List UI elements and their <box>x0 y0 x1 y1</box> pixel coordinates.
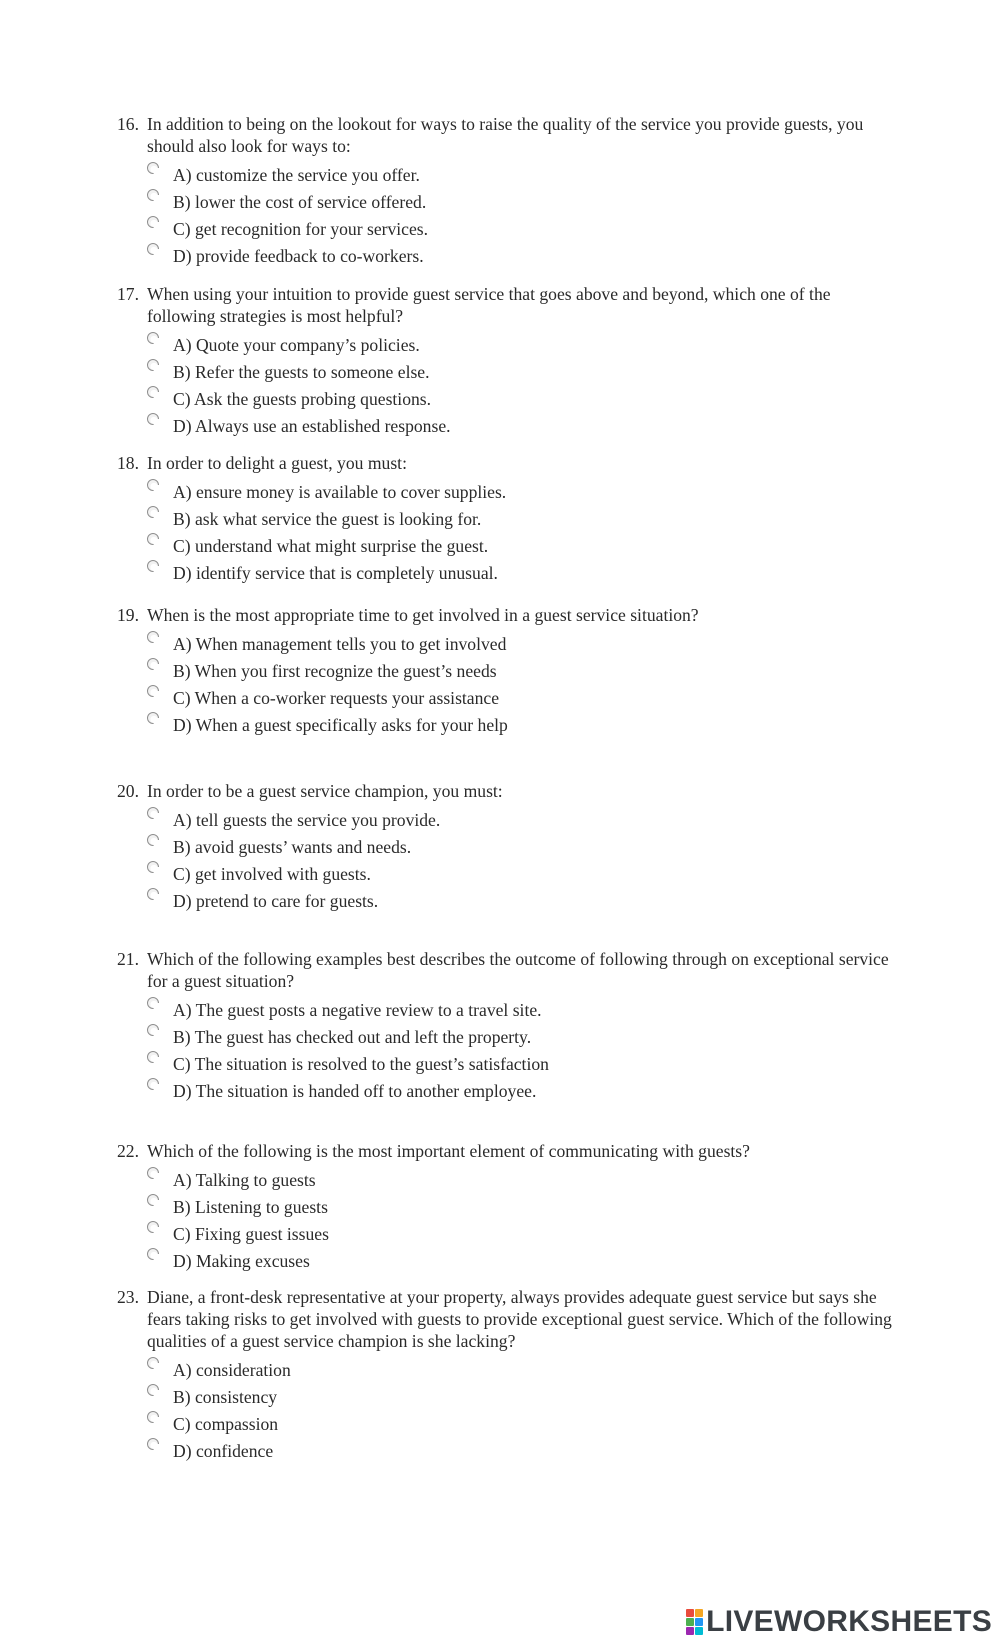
option-b[interactable] <box>117 833 897 860</box>
question-text: Which of the following examples best describes the outcome of following through on exceptional service for a guest situation? <box>147 949 889 991</box>
question-number: 20. <box>117 781 139 801</box>
logo-block-5 <box>686 1627 694 1635</box>
question-22 <box>117 1140 897 1274</box>
option-d[interactable] <box>117 412 897 439</box>
question-text: Which of the following is the most important element of communicating with guests? <box>147 1141 750 1161</box>
question-text: When is the most appropriate time to get involved in a guest service situation? <box>147 605 699 625</box>
question-20 <box>117 780 897 914</box>
radio-button-icon[interactable] <box>147 807 159 819</box>
option-label: C) get involved with guests. <box>173 864 371 884</box>
option-label: A) The guest posts a negative review to a travel site. <box>173 1000 542 1020</box>
option-d[interactable] <box>117 1437 897 1464</box>
radio-button-icon[interactable] <box>147 1024 159 1036</box>
question-text: In order to be a guest service champion, you must: <box>147 781 503 801</box>
question-stem <box>117 113 897 157</box>
radio-button-icon[interactable] <box>147 1194 159 1206</box>
option-b[interactable] <box>117 1023 897 1050</box>
option-d[interactable] <box>117 1247 897 1274</box>
radio-button-icon[interactable] <box>147 216 159 228</box>
option-label: A) Quote your company’s policies. <box>173 335 420 355</box>
option-label: B) lower the cost of service offered. <box>173 192 427 212</box>
option-label: B) Refer the guests to someone else. <box>173 362 430 382</box>
radio-button-icon[interactable] <box>147 1248 159 1260</box>
option-c[interactable] <box>117 1050 897 1077</box>
radio-button-icon[interactable] <box>147 1221 159 1233</box>
radio-button-icon[interactable] <box>147 861 159 873</box>
question-stem <box>117 452 897 474</box>
question-number: 16. <box>117 114 139 134</box>
logo-block-1 <box>686 1609 694 1617</box>
option-label: A) When management tells you to get involved <box>173 634 507 654</box>
option-label: D) provide feedback to co-workers. <box>173 246 424 266</box>
option-label: D) When a guest specifically asks for your help <box>173 715 508 735</box>
option-d[interactable] <box>117 711 897 738</box>
question-text: In addition to being on the lookout for ways to raise the quality of the service you provide guests, you should also look for ways to: <box>147 114 864 156</box>
question-stem <box>117 780 897 802</box>
radio-button-icon[interactable] <box>147 560 159 572</box>
option-label: D) identify service that is completely unusual. <box>173 563 498 583</box>
option-label: A) customize the service you offer. <box>173 165 420 185</box>
radio-button-icon[interactable] <box>147 997 159 1009</box>
radio-button-icon[interactable] <box>147 1384 159 1396</box>
radio-button-icon[interactable] <box>147 386 159 398</box>
radio-button-icon[interactable] <box>147 1411 159 1423</box>
option-label: C) Ask the guests probing questions. <box>173 389 432 409</box>
question-text: When using your intuition to provide guest service that goes above and beyond, which one of the following strategies is most helpful? <box>147 284 831 326</box>
liveworksheets-logo-text: LIVEWORKSHEETS <box>706 1605 992 1638</box>
option-list <box>117 996 897 1104</box>
radio-button-icon[interactable] <box>147 359 159 371</box>
liveworksheets-logo <box>686 1607 992 1637</box>
radio-button-icon[interactable] <box>147 1051 159 1063</box>
option-label: B) When you first recognize the guest’s needs <box>173 661 497 681</box>
option-label: C) understand what might surprise the guest. <box>173 536 489 556</box>
question-17 <box>117 283 897 439</box>
radio-button-icon[interactable] <box>147 1438 159 1450</box>
logo-block-2 <box>695 1609 703 1617</box>
option-label: D) Always use an established response. <box>173 416 451 436</box>
option-list <box>117 161 897 269</box>
option-a[interactable] <box>117 630 897 657</box>
question-stem <box>117 283 897 327</box>
option-d[interactable] <box>117 1077 897 1104</box>
option-list <box>117 331 897 439</box>
option-label: B) consistency <box>173 1387 278 1407</box>
option-a[interactable] <box>117 996 897 1023</box>
option-list <box>117 478 897 586</box>
option-c[interactable] <box>117 860 897 887</box>
option-label: A) consideration <box>173 1360 291 1380</box>
option-label: B) ask what service the guest is looking for. <box>173 509 482 529</box>
logo-block-6 <box>695 1627 703 1635</box>
option-label: A) Talking to guests <box>173 1170 316 1190</box>
option-label: D) confidence <box>173 1441 274 1461</box>
option-c[interactable] <box>117 385 897 412</box>
option-a[interactable] <box>117 331 897 358</box>
radio-button-icon[interactable] <box>147 1167 159 1179</box>
radio-button-icon[interactable] <box>147 479 159 491</box>
radio-button-icon[interactable] <box>147 685 159 697</box>
option-label: B) Listening to guests <box>173 1197 328 1217</box>
option-list <box>117 806 897 914</box>
radio-button-icon[interactable] <box>147 533 159 545</box>
option-label: D) The situation is handed off to another employee. <box>173 1081 537 1101</box>
radio-button-icon[interactable] <box>147 1078 159 1090</box>
question-text: In order to delight a guest, you must: <box>147 453 407 473</box>
option-label: D) pretend to care for guests. <box>173 891 379 911</box>
option-c[interactable] <box>117 215 897 242</box>
option-a[interactable] <box>117 806 897 833</box>
option-b[interactable] <box>117 358 897 385</box>
option-c[interactable] <box>117 684 897 711</box>
option-list <box>117 630 897 738</box>
question-stem <box>117 1286 897 1352</box>
option-a[interactable] <box>117 1166 897 1193</box>
option-label: D) Making excuses <box>173 1251 310 1271</box>
option-c[interactable] <box>117 1410 897 1437</box>
question-18 <box>117 452 897 586</box>
question-number: 21. <box>117 949 139 969</box>
question-number: 17. <box>117 284 139 304</box>
option-b[interactable] <box>117 1383 897 1410</box>
radio-button-icon[interactable] <box>147 712 159 724</box>
question-text: Diane, a front-desk representative at your property, always provides adequate guest service but says she fears taking risks to get involved with guests to provide exceptional guest service. Which of the following qualities of a guest service champion is she lacking? <box>147 1287 892 1351</box>
logo-block-4 <box>695 1618 703 1626</box>
option-label: B) The guest has checked out and left the property. <box>173 1027 532 1047</box>
radio-button-icon[interactable] <box>147 834 159 846</box>
question-19 <box>117 604 897 738</box>
option-d[interactable] <box>117 887 897 914</box>
option-a[interactable] <box>117 478 897 505</box>
radio-button-icon[interactable] <box>147 506 159 518</box>
question-number: 18. <box>117 453 139 473</box>
radio-button-icon[interactable] <box>147 243 159 255</box>
question-number: 22. <box>117 1141 139 1161</box>
radio-button-icon[interactable] <box>147 658 159 670</box>
question-number: 23. <box>117 1287 139 1307</box>
option-label: A) tell guests the service you provide. <box>173 810 441 830</box>
option-label: B) avoid guests’ wants and needs. <box>173 837 412 857</box>
option-b[interactable] <box>117 657 897 684</box>
option-a[interactable] <box>117 1356 897 1383</box>
question-23 <box>117 1286 897 1464</box>
question-16 <box>117 113 897 269</box>
option-label: C) The situation is resolved to the guest’s satisfaction <box>173 1054 549 1074</box>
radio-button-icon[interactable] <box>147 631 159 643</box>
liveworksheets-logo-icon <box>686 1609 703 1635</box>
radio-button-icon[interactable] <box>147 189 159 201</box>
radio-button-icon[interactable] <box>147 413 159 425</box>
option-b[interactable] <box>117 188 897 215</box>
question-stem <box>117 1140 897 1162</box>
question-stem <box>117 604 897 626</box>
option-label: C) compassion <box>173 1414 279 1434</box>
option-c[interactable] <box>117 532 897 559</box>
option-d[interactable] <box>117 559 897 586</box>
option-list <box>117 1356 897 1464</box>
radio-button-icon[interactable] <box>147 332 159 344</box>
option-label: A) ensure money is available to cover supplies. <box>173 482 507 502</box>
question-number: 19. <box>117 605 139 625</box>
option-label: C) When a co-worker requests your assistance <box>173 688 500 708</box>
option-b[interactable] <box>117 1193 897 1220</box>
option-b[interactable] <box>117 505 897 532</box>
question-stem <box>117 948 897 992</box>
radio-button-icon[interactable] <box>147 1357 159 1369</box>
question-21 <box>117 948 897 1104</box>
logo-block-3 <box>686 1618 694 1626</box>
radio-button-icon[interactable] <box>147 162 159 174</box>
radio-button-icon[interactable] <box>147 888 159 900</box>
option-list <box>117 1166 897 1274</box>
option-a[interactable] <box>117 161 897 188</box>
option-c[interactable] <box>117 1220 897 1247</box>
option-label: C) Fixing guest issues <box>173 1224 329 1244</box>
option-label: C) get recognition for your services. <box>173 219 429 239</box>
option-d[interactable] <box>117 242 897 269</box>
